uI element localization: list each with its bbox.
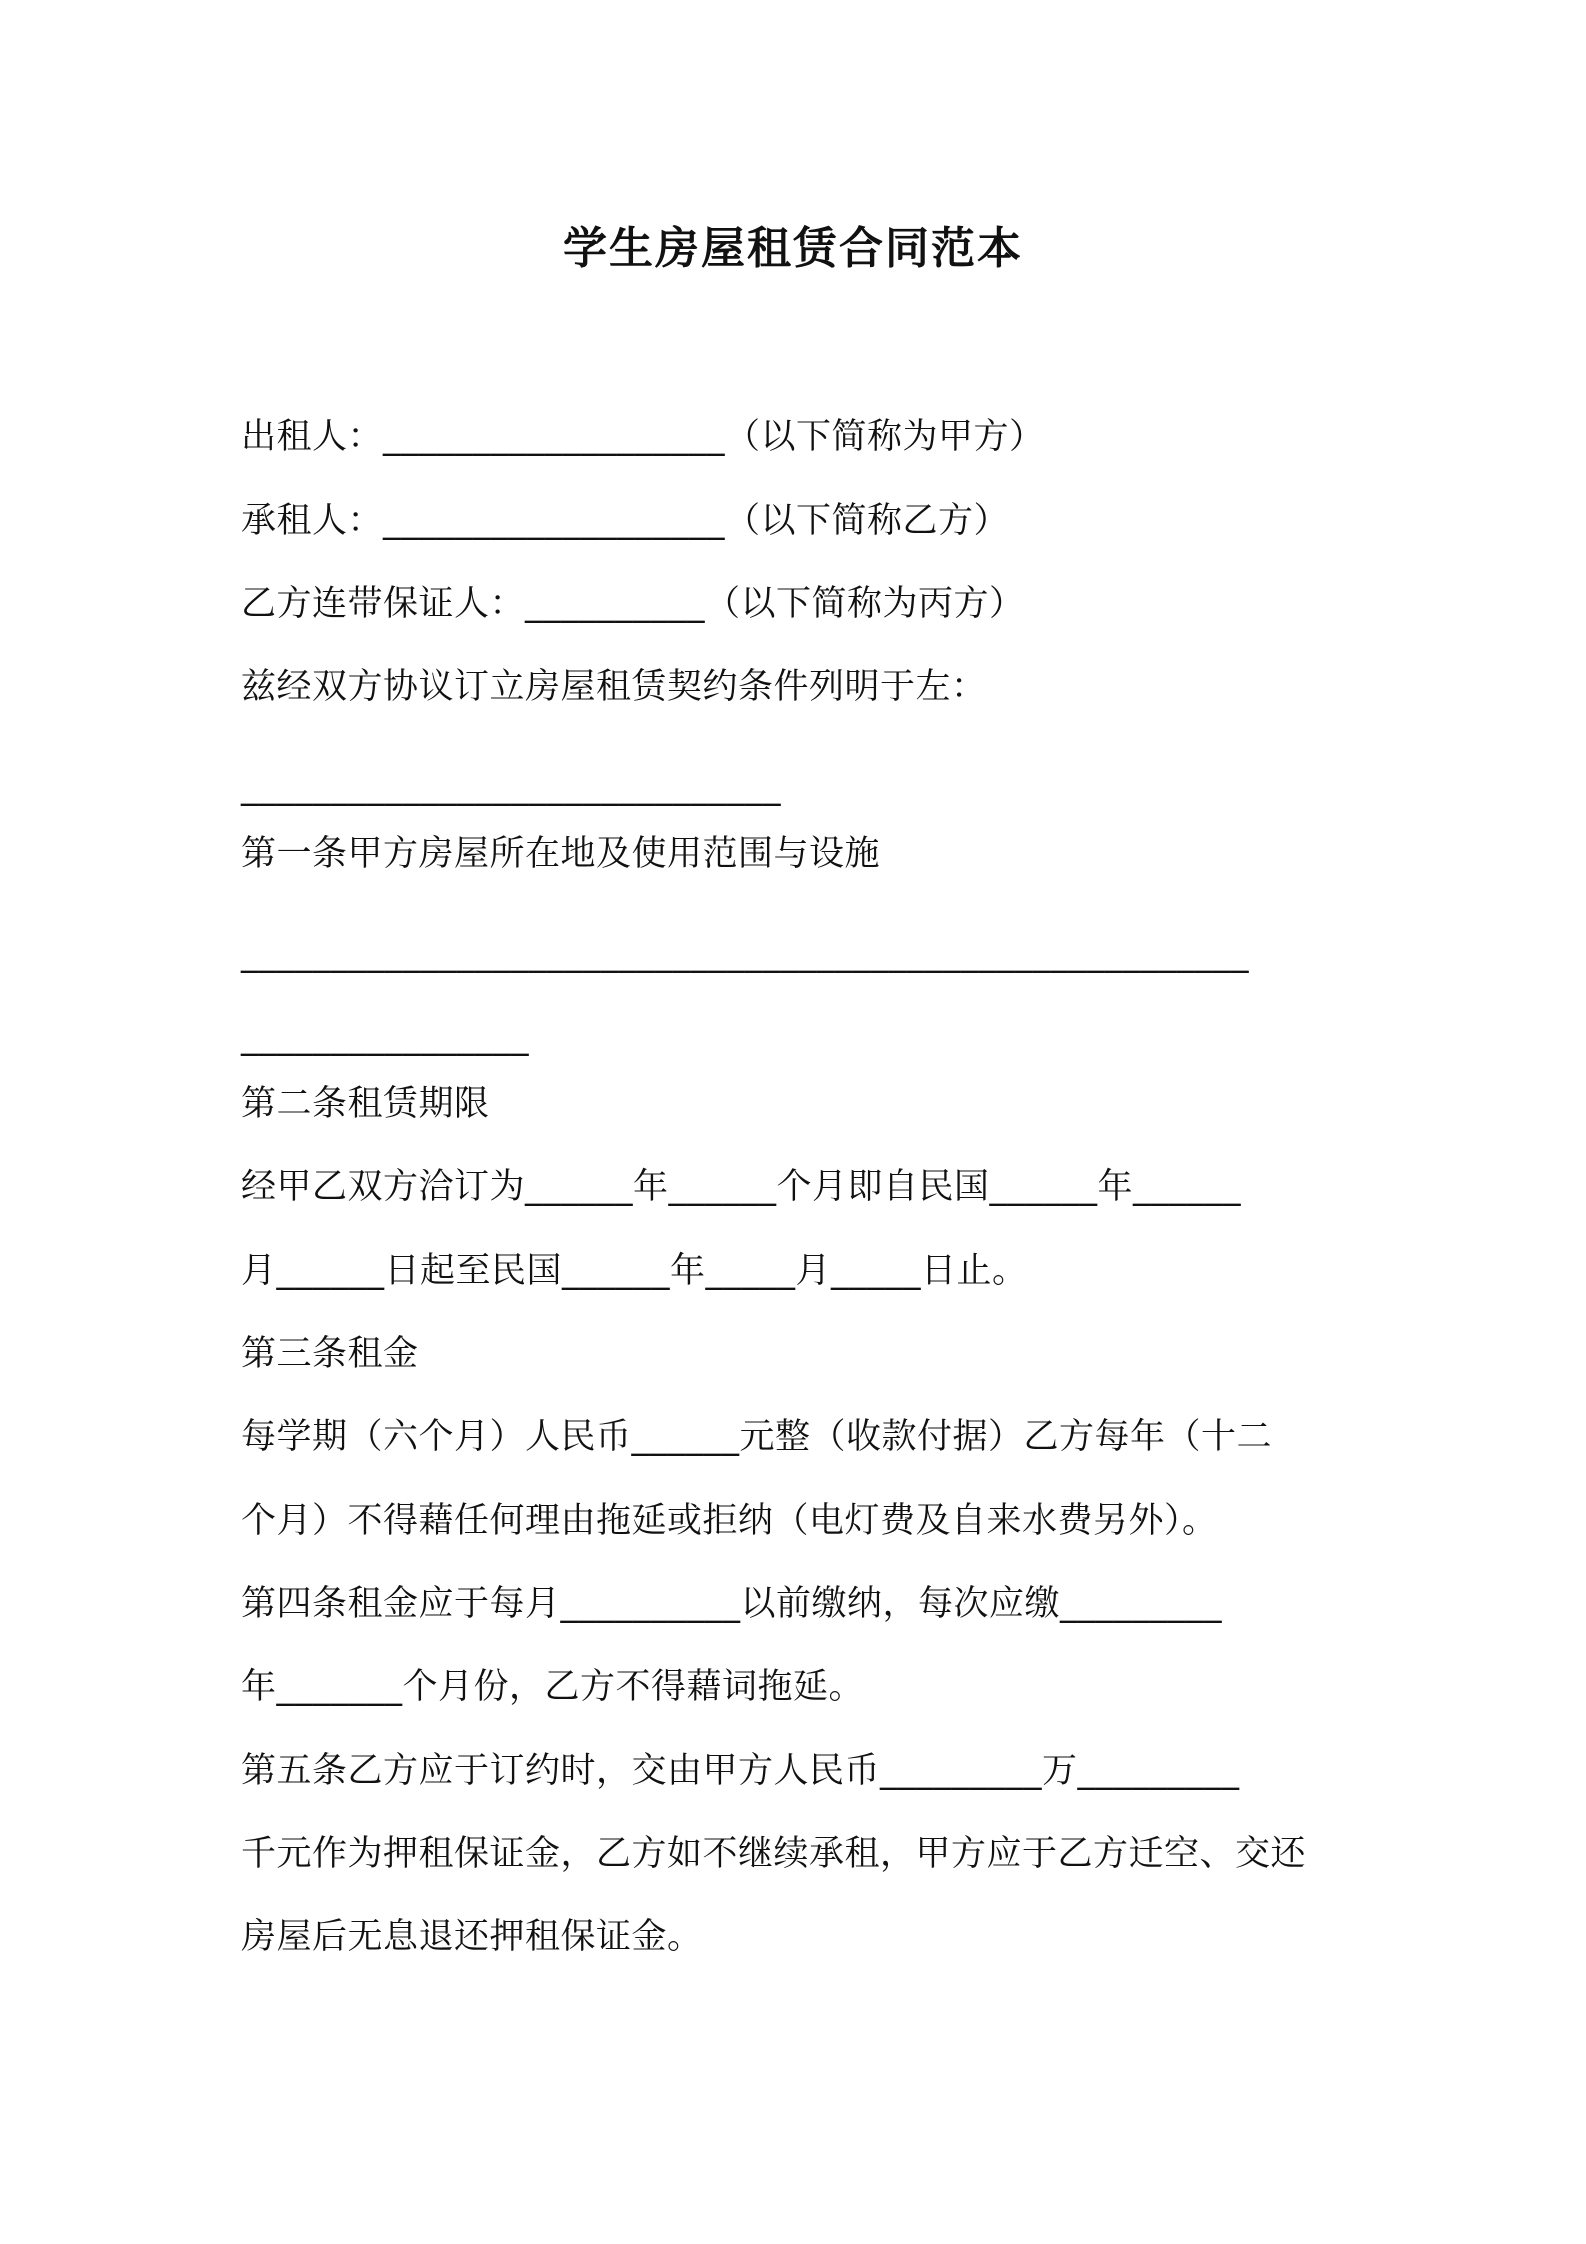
lessee-line: 承租人：___________________（以下简称乙方）: [241, 501, 1010, 541]
article-2-heading: 第二条租赁期限: [241, 1084, 490, 1124]
blank-line: ________________: [241, 1017, 529, 1057]
article-5-text: 第五条乙方应于订约时，交由甲方人民币_________万_________: [241, 1751, 1240, 1791]
document-title: 学生房屋租赁合同范本: [563, 223, 1023, 274]
article-5-text: 千元作为押租保证金，乙方如不继续承租，甲方应于乙方迁空、交还: [241, 1834, 1307, 1874]
article-1-heading: 第一条甲方房屋所在地及使用范围与设施: [241, 834, 881, 874]
article-3-heading: 第三条租金: [241, 1334, 419, 1374]
article-3-text: 个月）不得藉任何理由拖延或拒纳（电灯费及自来水费另外）。: [241, 1501, 1218, 1541]
article-3-text: 每学期（六个月）人民币______元整（收款付据）乙方每年（十二: [241, 1417, 1273, 1457]
article-4-text: 第四条租金应于每月__________以前缴纳，每次应缴_________: [241, 1584, 1223, 1624]
article-2-text: 经甲乙双方洽订为______年______个月即自民国______年______: [241, 1167, 1242, 1207]
blank-line: ______________________________: [241, 767, 781, 807]
article-4-text: 年_______个月份，乙方不得藉词拖延。: [241, 1667, 865, 1707]
article-2-text: 月______日起至民国______年_____月_____日止。: [241, 1251, 1028, 1291]
lessor-line: 出租人：___________________（以下简称为甲方）: [241, 417, 1045, 457]
agreement-intro: 兹经双方协议订立房屋租赁契约条件列明于左：: [241, 667, 987, 707]
blank-line: ________________________________________________________: [241, 934, 1249, 974]
guarantor-line: 乙方连带保证人：__________（以下简称为丙方）: [241, 584, 1025, 624]
article-5-text: 房屋后无息退还押租保证金。: [241, 1917, 703, 1957]
